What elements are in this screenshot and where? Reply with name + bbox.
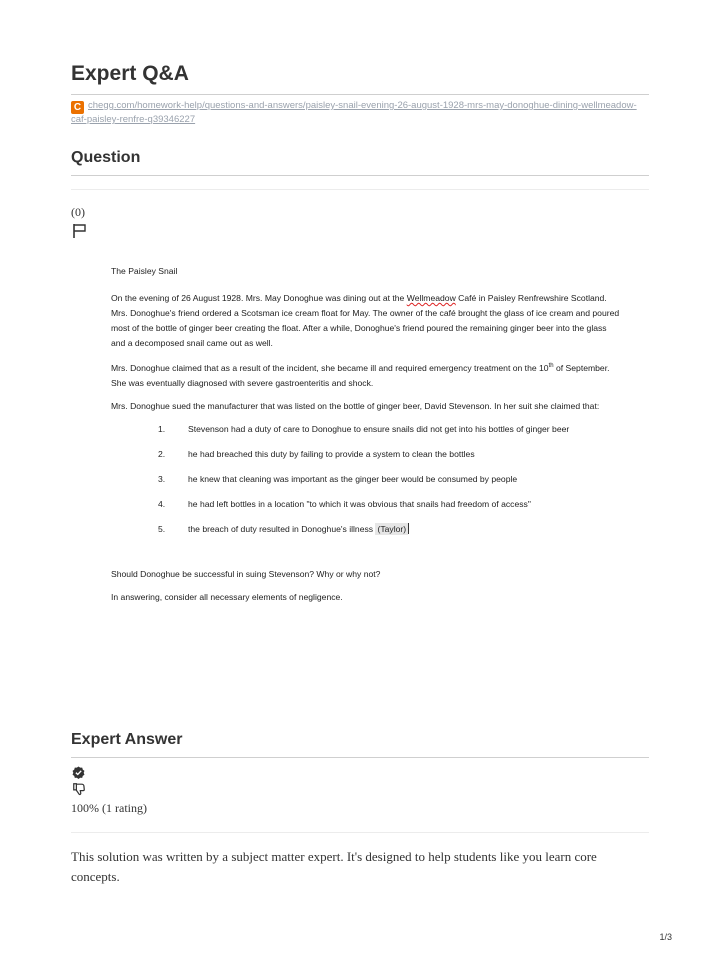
list-item: 4. he had left bottles in a location "to which it was obvious that snails had freedom of access" [158, 498, 531, 509]
source-domain: chegg.com [88, 100, 135, 111]
question-paragraph-4: Should Donoghue be successful in suing Stevenson? Why or why not? [111, 568, 381, 579]
question-paragraph-5: In answering, consider all necessary elements of negligence. [111, 591, 343, 602]
answer-divider [71, 757, 649, 758]
question-paragraph-2: Mrs. Donoghue claimed that as a result of the incident, she became ill and required emergency treatment on the 10th of September. She was eventually diagnosed with severe gastroenteritis and shock. [111, 362, 610, 388]
list-item: 5. the breach of duty resulted in Donoghue's illness (Taylor) [111, 522, 621, 537]
title-divider [71, 94, 649, 95]
answer-heading: Expert Answer [71, 731, 183, 748]
page-number: 1/3 [659, 932, 672, 942]
flag-icon[interactable] [72, 223, 88, 239]
question-heading: Question [71, 149, 141, 166]
question-divider [71, 175, 649, 176]
question-paragraph-1: On the evening of 26 August 1928. Mrs. May Donoghue was dining out at the Wellmeadow Café in Paisley Renfrewshire Scotland. Mrs. Donoghue's friend ordered a Scotsman ice cream float for May. The owner of the café brought the glass of ice cream and poured most of the bottle of ginger beer creating the float. After a while, Donoghue's friend poured the remaining ginger beer into the glass and a decomposed snail came out as well. [111, 293, 620, 348]
question-subdivider [71, 189, 649, 190]
rating-text: 100% (1 rating) [71, 801, 147, 815]
claims-list [111, 422, 621, 537]
chegg-logo-icon: C [71, 101, 84, 114]
verified-badge-icon [72, 766, 85, 779]
list-item: 3. he knew that cleaning was important as the ginger beer would be consumed by people [158, 473, 518, 484]
answer-description: This solution was written by a subject matter expert. It's designed to help students like you learn core concepts. [71, 849, 597, 884]
question-paragraph-3: Mrs. Donoghue sued the manufacturer that was listed on the bottle of ginger beer, David Stevenson. In her suit she claimed that: [111, 400, 600, 411]
text-cursor [408, 523, 409, 534]
list-item: 2. he had breached this duty by failing to provide a system to clean the bottles [158, 448, 475, 459]
spellcheck-word: Wellmeadow [406, 293, 456, 303]
source-link-block [71, 100, 641, 126]
list-item: 1. Stevenson had a duty of care to Donoghue to ensure snails did not get into his bottles of ginger beer [158, 423, 570, 434]
question-body [111, 264, 621, 613]
source-path: /homework-help/questions-and-answers/paisley-snail-evening-26-august-1928-mrs-may-donoghue-dining-wellmeadow-caf-paisley-renfre-q39346227 [71, 100, 637, 125]
vote-count: (0) [71, 205, 85, 219]
question-title: The Paisley Snail [111, 266, 178, 276]
source-link[interactable] [71, 100, 637, 125]
answer-subdivider [71, 832, 649, 833]
page-title: Expert Q&A [71, 62, 189, 85]
thumbs-down-icon[interactable] [72, 782, 86, 796]
citation-highlight: (Taylor) [377, 523, 407, 534]
